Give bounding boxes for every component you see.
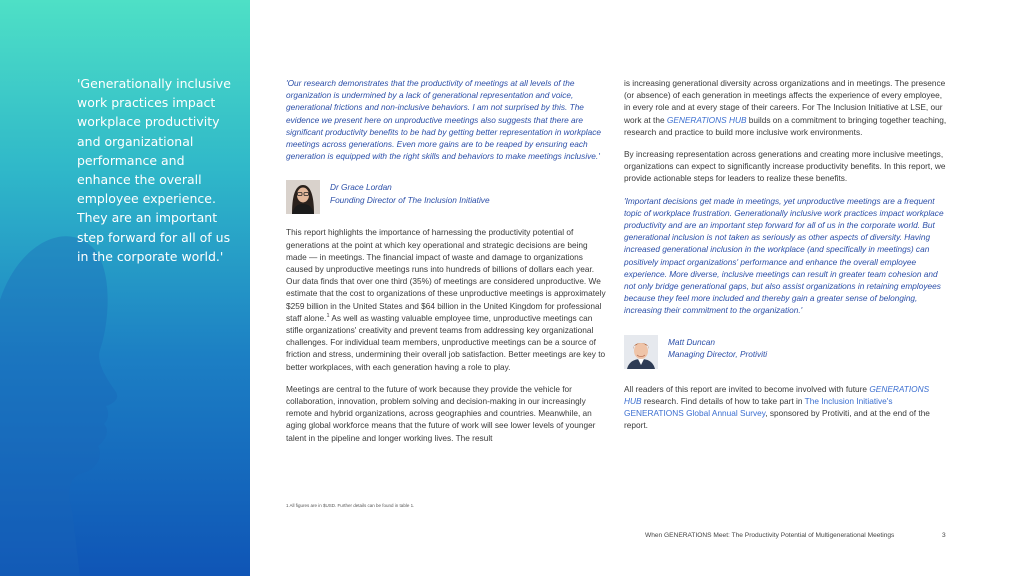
body-paragraph: By increasing representation across generations and creating more inclusive meetings, organizations can expect to significantly increase productivity benefits. In this report, we provide actionable steps for leaders to realize these benefits.: [624, 149, 946, 184]
footnote-marker: 1: [326, 313, 330, 320]
body-paragraph: Meetings are central to the future of work because they provide the vehicle for collaboration, innovation, problem solving and decision-making in our increasingly remote and hybrid organizations, across geographies and countries. Meanwhile, an aging global workforce means that the future of work will see lower levels of younger talent in the pipeline and longer working lives. The result: [286, 383, 596, 443]
sidebar-panel: [0, 0, 250, 576]
generations-hub-link[interactable]: GENERATIONS HUB: [624, 383, 930, 406]
footnote: 1 All figures are in $USD. Further details can be found in table 1.: [286, 503, 415, 508]
sidebar-quote: 'Generationally inclusive work practices impact workplace productivity and organizational performance and enhance the overall employee experience. They are an important step forward for all of us in the corporate world.': [77, 76, 231, 264]
paragraph-text: is increasing generational diversity across organizations and in meetings. The presence (or absence) of each generation in meetings affects the experience of every employee, in every role and at every stage of their careers. For The Inclusion Initiative at LSE, our work at the: [624, 78, 946, 125]
lordan-quote: 'Our research demonstrates that the productivity of meetings at all levels of the organization is undermined by a lack of generational representation and voice, generational frictions and non-inclusive behaviors. I am not surprised by this. The evidence we present here on unproductive meetings also suggests that there are significant productivity benefits to be had by getting better representation in workplace meetings across generations. Even more gains are to be reaped by ensuring each generation is equipped with the right skills and behaviors to make meetings inclusive.': [286, 78, 602, 162]
author-name: Matt Duncan: [668, 336, 716, 347]
body-paragraph: [624, 77, 948, 138]
paragraph-text: As well as wasting valuable employee time, unproductive meetings can stifle organizations' creativity and prevent teams from addressing key organizational challenges. For individual team members, unproductive meetings can be a source of friction and stress, undermining their overall job satisfaction. Better meetings are key to better workplaces, with each generation having a role to play.: [286, 312, 606, 372]
left-text-column: [286, 77, 608, 444]
body-paragraph: [286, 226, 608, 372]
paragraph-text: research. Find details of how to take part in: [641, 395, 805, 406]
paragraph-text: builds on a commitment to bringing together teaching, research and practice to build more inclusive work environments.: [624, 114, 947, 137]
footer-title: When GENERATIONS Meet: The Productivity Potential of Multigenerational Meetings: [645, 532, 895, 539]
grace-lordan-photo: [286, 180, 320, 214]
author-duncan: [624, 335, 948, 369]
author-title: Managing Director, Protiviti: [668, 349, 768, 360]
right-text-column: [624, 77, 948, 431]
survey-link[interactable]: The Inclusion Initiative's GENERATIONS Global Annual Survey: [624, 395, 893, 419]
page-number: 3: [942, 532, 946, 539]
author-lordan: [286, 180, 608, 214]
author-name: Dr Grace Lordan: [330, 182, 392, 193]
paragraph-text: All readers of this report are invited to become involved with future: [624, 383, 870, 394]
generations-hub-link[interactable]: GENERATIONS HUB: [666, 114, 747, 125]
matt-duncan-photo: [624, 335, 658, 369]
duncan-quote: 'Important decisions get made in meetings, yet unproductive meetings are a frequent topic of workplace frustration. Generationally inclusive work practices impact workplace productivity and are an important step forward for all of us in the corporate world. But generational inclusion is not taken as seriously as other aspects of diversity. Having increased generational inclusion in the workplace (and specifically in meetings) can positively impact organizations' performance and enhance the overall employee experience. More diverse, inclusive meetings can result in greater team cohesion and not only bridge generational gaps, but also assist organizations in retaining employees because they feel more included and thereby gain a greater sense of belonging, increasing their commitment to the organization.': [624, 195, 944, 316]
paragraph-text: , sponsored by Protiviti, and at the end of the report.: [624, 408, 930, 431]
body-paragraph: [624, 383, 948, 432]
paragraph-text: This report highlights the importance of harnessing the productivity potential of generations at the point at which key operational and strategic decisions are being made — in meetings. The financial impact of waste and damage to organizations caused by unproductive meetings runs into hundreds of billions of dollars each year. Our data finds that over one third (35%) of meetings are considered unproductive. We estimate that the cost to organizations of these unproductive meetings is approximately $259 billion in the United States and $64 billion in the United Kingdom for professional staff alone.: [286, 227, 606, 323]
author-title: Founding Director of The Inclusion Initiative: [330, 194, 490, 205]
